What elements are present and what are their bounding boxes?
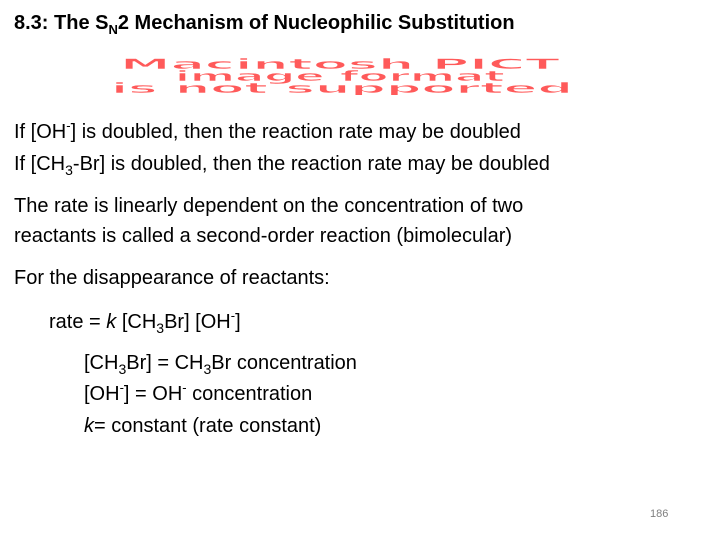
pict-line-2: image format	[175, 69, 506, 85]
subscript: 3	[118, 361, 127, 377]
title-prefix: 8.3: The S	[14, 12, 109, 34]
superscript: -	[119, 380, 124, 395]
text-run: [OH	[84, 383, 120, 405]
order-statement	[14, 191, 523, 251]
unsupported-image-placeholder	[108, 57, 576, 95]
subscript: 3	[203, 361, 212, 377]
definitions-list	[84, 348, 357, 441]
pict-line-1: Macintosh PICT	[120, 57, 562, 73]
text-run: = constant (rate constant)	[94, 415, 322, 437]
k-definition	[84, 411, 357, 441]
ch3br-doubled-statement	[14, 149, 550, 180]
text-run: concentration	[186, 383, 313, 405]
rate-constant-symbol: k	[106, 311, 117, 333]
text-run: ] is doubled, then the reaction rate may be doubled	[70, 121, 521, 143]
pict-warning-graphic	[108, 57, 576, 95]
oh-definition	[84, 379, 357, 411]
rate-constant-symbol: k	[84, 415, 94, 437]
order-statement-line-1: The rate is linearly dependent on the concentration of two	[14, 195, 524, 217]
oh-doubled-statement	[14, 117, 550, 149]
text-run: rate =	[49, 311, 107, 333]
title-suffix: 2 Mechanism of Nucleophilic Substitution	[117, 12, 515, 34]
text-run: ]	[235, 311, 241, 333]
superscript: -	[66, 118, 71, 133]
text-run: Br] = CH	[126, 352, 204, 374]
pict-line-3: is not supported	[111, 81, 573, 95]
subscript: 3	[65, 162, 73, 178]
text-run: If [CH	[14, 153, 66, 175]
rate-law-equation	[49, 307, 241, 339]
text-run: -Br] is doubled, then the reaction rate may be doubled	[72, 153, 550, 175]
text-run: [CH	[84, 352, 119, 374]
ch3br-definition	[84, 348, 357, 379]
rate-statements	[14, 117, 550, 180]
slide-title	[14, 12, 515, 35]
text-run: If [OH	[14, 121, 67, 143]
superscript: -	[230, 308, 236, 323]
superscript: -	[182, 380, 187, 395]
text-run: ] = OH	[123, 383, 183, 405]
text-run: Br] [OH	[164, 311, 231, 333]
page-number: 186	[650, 508, 669, 520]
text-run: [CH	[116, 311, 157, 333]
text-run: Br concentration	[211, 352, 357, 374]
order-statement-line-2: reactants is called a second-order reaction (bimolecular)	[14, 225, 513, 247]
disappearance-heading: For the disappearance of reactants:	[14, 267, 330, 289]
subscript: 3	[156, 320, 165, 336]
title-subscript: N	[108, 22, 118, 37]
